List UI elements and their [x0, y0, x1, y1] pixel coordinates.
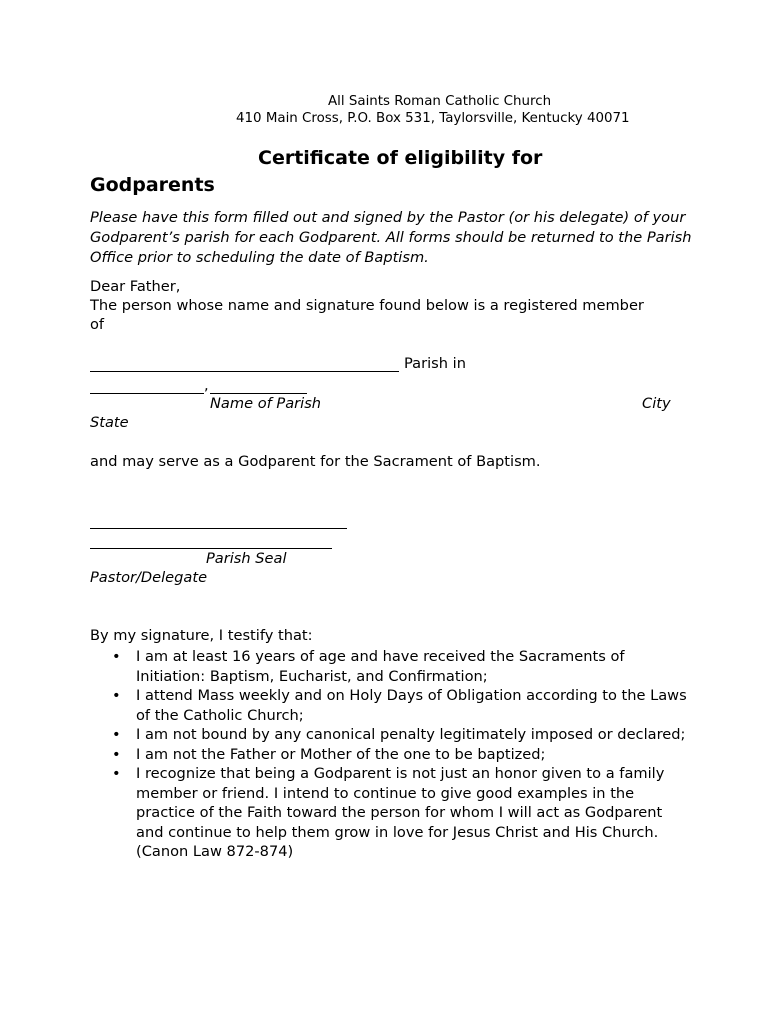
- list-item: [90, 745, 690, 765]
- parish-seal-line[interactable]: [90, 528, 347, 529]
- bullet-icon: •: [112, 648, 121, 665]
- pastor-delegate-label: Pastor/Delegate: [90, 569, 208, 586]
- parish-seal-label: Parish Seal: [206, 550, 287, 567]
- list-item-text: I am not the Father or Mother of the one to be baptized;: [136, 745, 546, 763]
- bullet-icon: •: [112, 687, 121, 704]
- state-label: State: [90, 414, 129, 431]
- state-field-line[interactable]: [210, 393, 307, 394]
- parish-in-label: Parish in: [404, 355, 466, 372]
- testify-heading: By my signature, I testify that:: [90, 627, 313, 644]
- city-label: City: [642, 395, 671, 412]
- canon-law-citation: (Canon Law 872-874): [136, 843, 294, 860]
- testify-list: [90, 647, 690, 862]
- page-title-line1: Certificate of eligibility for: [258, 147, 543, 169]
- serve-statement: and may serve as a Godparent for the Sacrament of Baptism.: [90, 453, 541, 470]
- list-item: [90, 725, 690, 745]
- statement-line1: The person whose name and signature found below is a registered member: [90, 297, 644, 314]
- pastor-signature-line[interactable]: [90, 548, 332, 549]
- list-item-text: I am not bound by any canonical penalty legitimately imposed or declared;: [136, 726, 686, 743]
- bullet-icon: •: [112, 745, 121, 763]
- list-item-text: I am at least 16 years of age and have received the Sacraments of Initiation: Baptism, Eucharist, and Confirmation;: [136, 648, 625, 685]
- list-item: [90, 647, 690, 686]
- list-item-text: I recognize that being a Godparent is not just an honor given to a family member or friend. I intend to continue to give good examples in the practice of the Faith toward the person for whom I will act as Godparent and continue to help them grow in love for Jesus Christ and His Church.: [136, 765, 665, 841]
- list-item-text: I attend Mass weekly and on Holy Days of Obligation according to the Laws of the Catholic Church;: [136, 687, 687, 724]
- page-title-line2: Godparents: [90, 174, 215, 196]
- name-of-parish-label: Name of Parish: [210, 395, 322, 412]
- city-state-comma: ,: [204, 377, 209, 394]
- list-item: [90, 764, 690, 862]
- instructions-paragraph: Please have this form filled out and signed by the Pastor (or his delegate) of your Godparent’s parish for each Godparent. All forms should be returned to the Parish Office prior to scheduling the date of Baptism.: [90, 209, 692, 266]
- list-item: [90, 686, 690, 725]
- bullet-icon: •: [112, 726, 121, 743]
- church-address: 410 Main Cross, P.O. Box 531, Taylorsville, Kentucky 40071: [236, 111, 630, 126]
- greeting: Dear Father,: [90, 278, 181, 295]
- statement-line2: of: [90, 316, 105, 333]
- bullet-icon: •: [112, 765, 121, 782]
- parish-name-field-line[interactable]: [90, 371, 399, 372]
- church-name: All Saints Roman Catholic Church: [328, 94, 552, 109]
- city-field-line[interactable]: [90, 393, 204, 394]
